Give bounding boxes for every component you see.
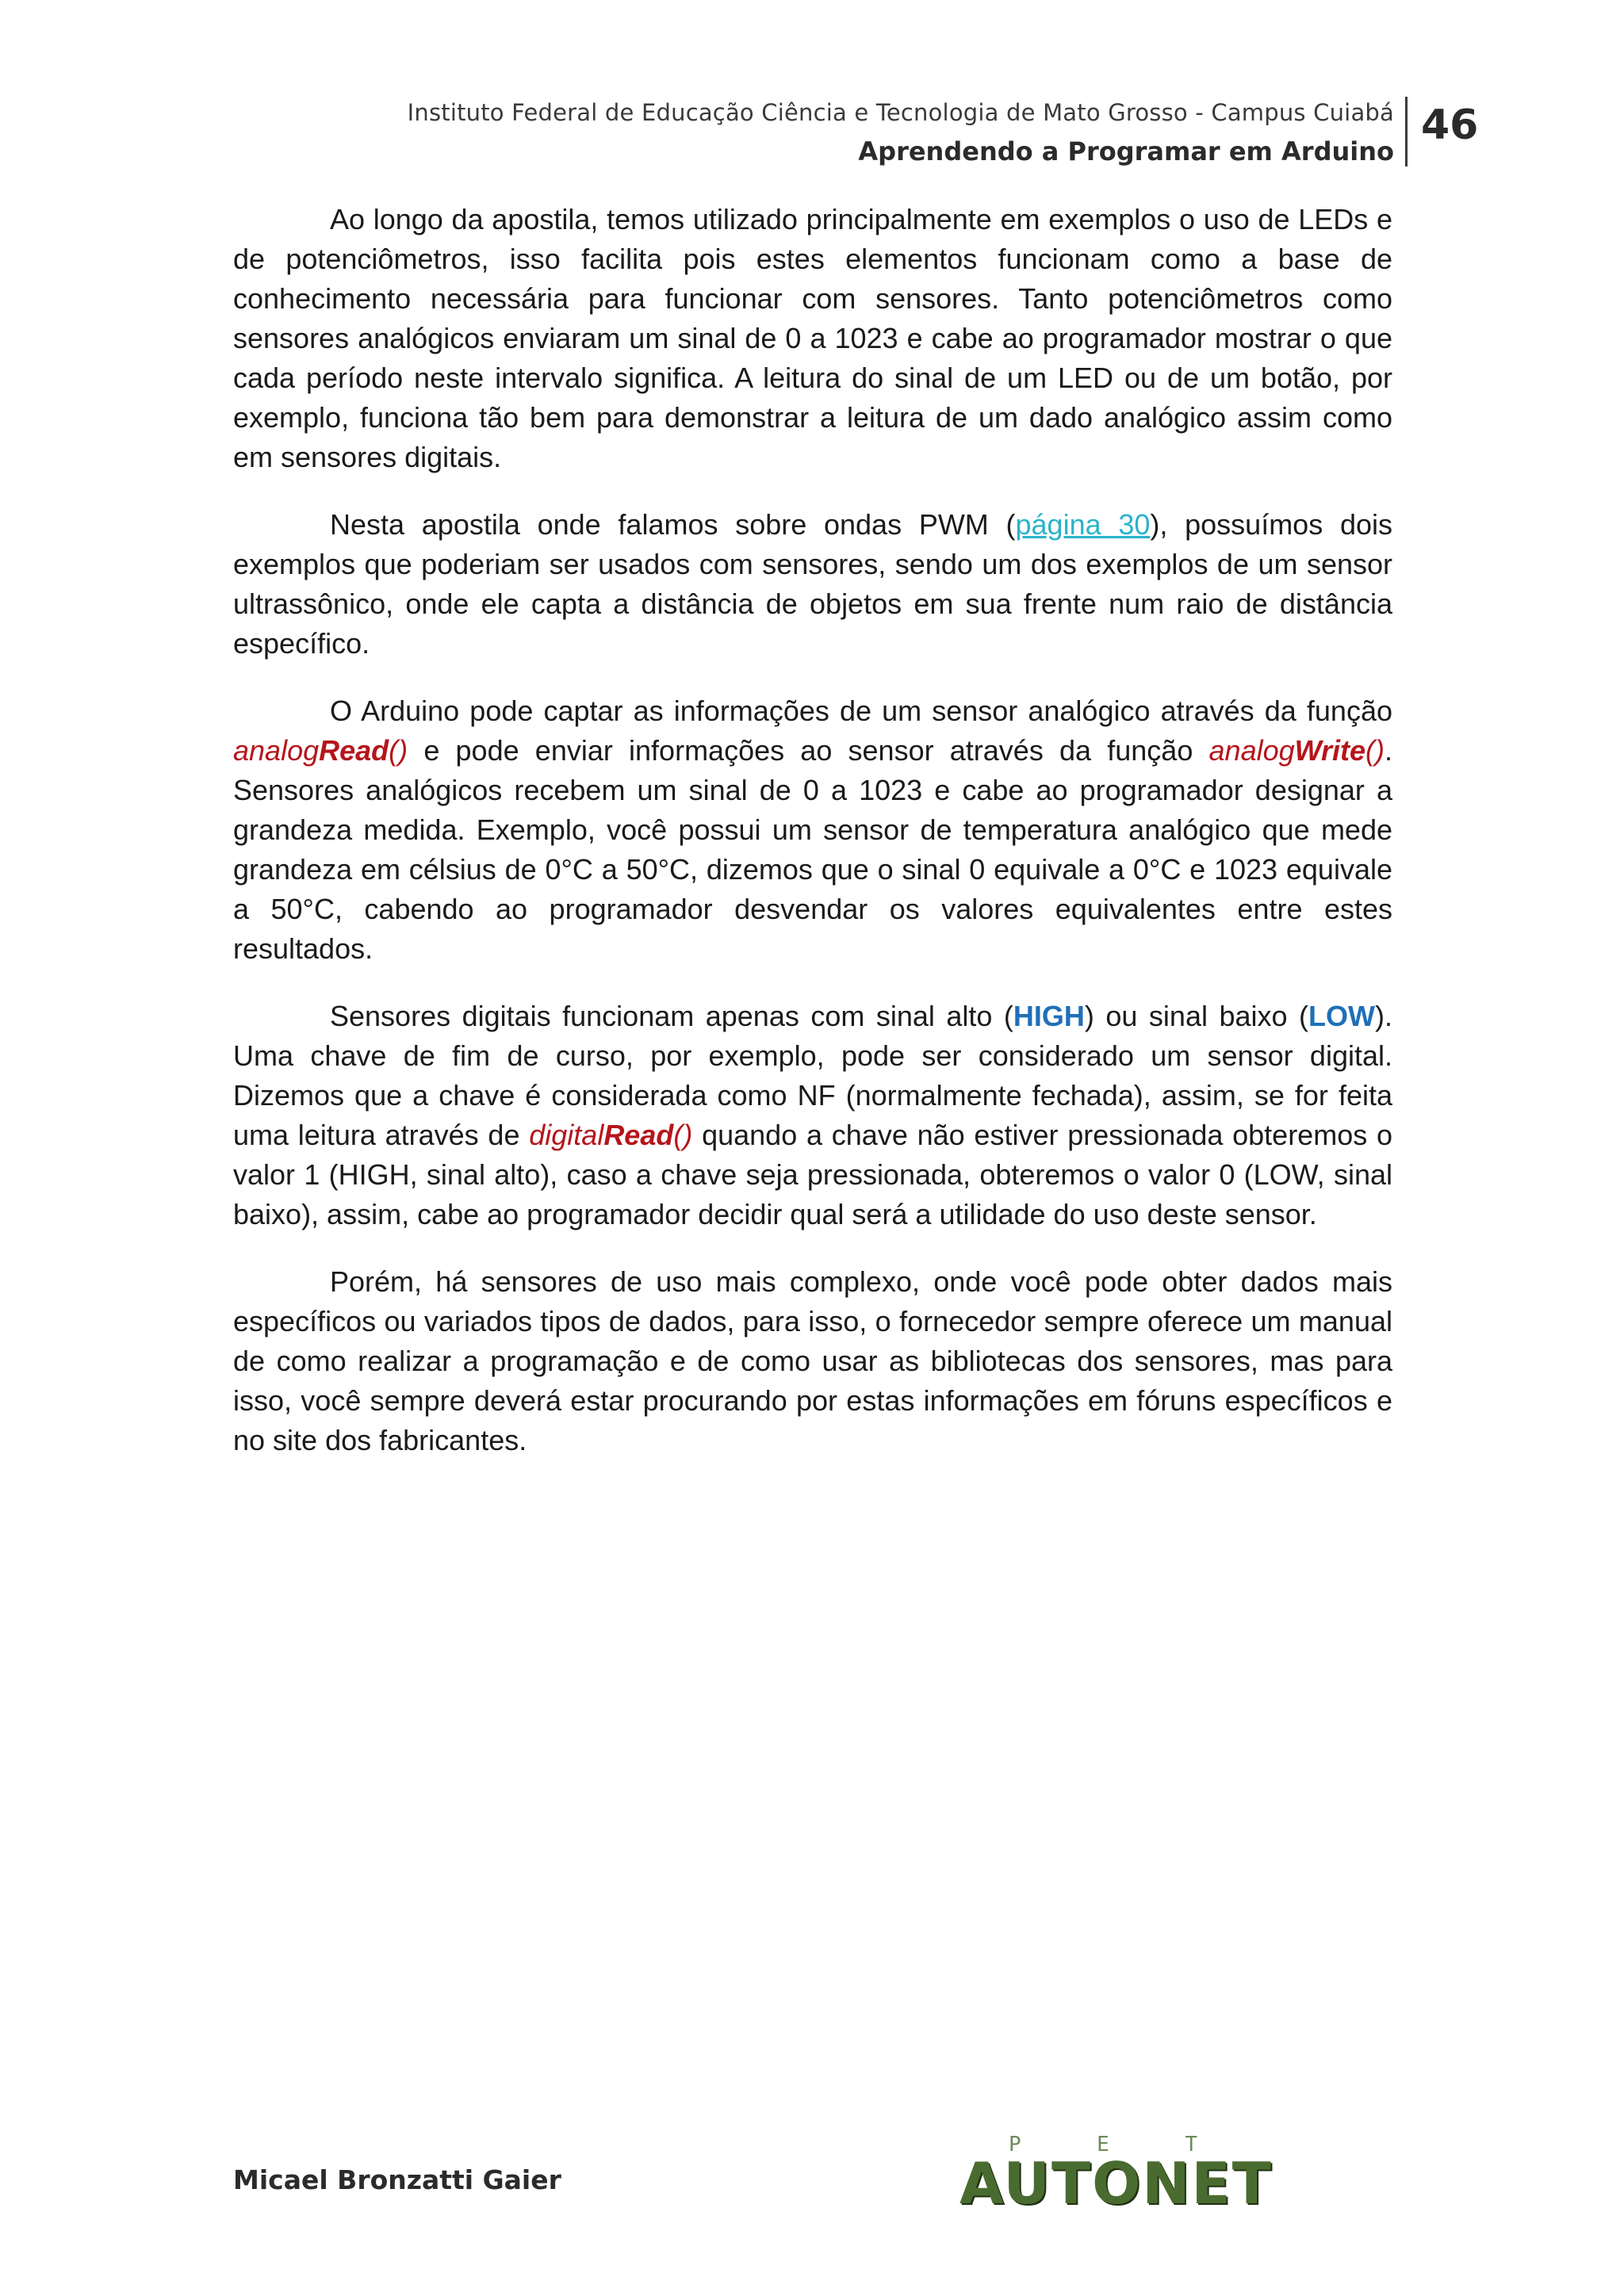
- analog-read-name: Read: [319, 734, 389, 767]
- digital-read-function: [529, 1119, 692, 1151]
- header-divider: [1405, 97, 1408, 166]
- paragraph-1: Ao longo da apostila, temos utilizado principalmente em exemplos o uso de LEDs e de potenciômetros, isso facilita pois estes elementos funcionam como a base de conhecimento necessária para funcionar com sensores. Tanto potenciômetros como sensores analógicos enviaram um sinal de 0 a 1023 e cabe ao programador mostrar o que cada período neste intervalo significa. A leitura do sinal de um LED ou de um botão, por exemplo, funciona tão bem para demonstrar a leitura de um dado analógico assim como em sensores digitais.: [233, 203, 1392, 473]
- paragraph-4-text-2: ) ou sinal baixo (: [1084, 1000, 1309, 1032]
- digital-read-prefix: digital: [529, 1119, 604, 1151]
- paragraph-3-text-2: e pode enviar informações ao sensor através da função: [408, 734, 1209, 767]
- page-header: [408, 94, 1394, 171]
- paragraph-2-text-before: Nesta apostila onde falamos sobre ondas PWM (: [330, 508, 1016, 541]
- footer-author: Micael Bronzatti Gaier: [233, 2164, 561, 2195]
- digital-read-parens: (): [673, 1119, 693, 1151]
- header-course-title: Aprendendo a Programar em Arduino: [858, 136, 1394, 166]
- analog-read-prefix: analog: [233, 734, 320, 767]
- analog-write-function: [1209, 734, 1385, 767]
- header-institution: Instituto Federal de Educação Ciência e Tecnologia de Mato Grosso - Campus Cuiabá: [407, 99, 1394, 126]
- digital-read-name: Read: [603, 1119, 674, 1151]
- paragraph-5: Porém, há sensores de uso mais complexo, onde você pode obter dados mais específicos ou variados tipos de dados, para isso, o fornecedor sempre oferece um manual de como realizar a programação e de como usar as bibliotecas dos sensores, mas para isso, você sempre deverá estar procurando por estas informações em fóruns específicos e no site dos fabricantes.: [233, 1265, 1392, 1456]
- paragraph-3-text-3: . Sensores analógicos recebem um sinal de 0 a 1023 e cabe ao programador designar a grandeza medida. Exemplo, você possui um sensor de temperatura analógico que mede grandeza em célsius de 0°C a 50°C, dizemos que o sinal 0 equivale a 0°C e 1023 equivale a 50°C, cabendo ao programador desvendar os valores equivalentes entre estes resultados.: [233, 734, 1392, 965]
- logo-pet-p: P: [1009, 2133, 1023, 2156]
- keyword-high: HIGH: [1013, 1000, 1085, 1032]
- paragraph-2-text-after: ), possuímos dois exemplos que poderiam ser usados com sensores, sendo um dos exemplos de um sensor ultrassônico, onde ele capta a distância de objetos em sua frente num raio de distância específico.: [233, 508, 1392, 660]
- paragraph-2: [233, 505, 1392, 664]
- logo-pet-e: E: [1097, 2133, 1111, 2156]
- paragraph-4-text-3: ). Uma chave de fim de curso, por exemplo, pode ser considerado um sensor digital. Dizemos que a chave é considerada como NF (normalmente fechada), assim, se for feita uma leitura através de: [233, 1000, 1392, 1151]
- paragraph-4-text-1: Sensores digitais funcionam apenas com sinal alto (: [330, 1000, 1013, 1032]
- paragraph-3: [233, 691, 1392, 969]
- page-body: [233, 200, 1392, 1488]
- page-30-link[interactable]: página 30: [1015, 508, 1151, 541]
- page-number: 46: [1421, 101, 1479, 149]
- analog-write-parens: (): [1365, 734, 1385, 767]
- paragraph-3-text-1: O Arduino pode captar as informações de um sensor analógico através da função: [330, 695, 1392, 727]
- keyword-low: LOW: [1308, 1000, 1375, 1032]
- analog-read-parens: (): [389, 734, 408, 767]
- analog-read-function: [233, 734, 408, 767]
- autonet-logo: [959, 2133, 1273, 2217]
- paragraph-4: [233, 997, 1392, 1234]
- paragraph-4-text-4: quando a chave não estiver pressionada obteremos o valor 1 (HIGH, sinal alto), caso a chave seja pressionada, obteremos o valor 0 (LOW, sinal baixo), assim, cabe ao programador decidir qual será a utilidade do uso deste sensor.: [233, 1119, 1393, 1230]
- analog-write-prefix: analog: [1208, 734, 1295, 767]
- analog-write-name: Write: [1294, 734, 1365, 767]
- logo-autonet-text: AUTONET: [959, 2150, 1273, 2217]
- logo-pet-t: T: [1185, 2133, 1199, 2156]
